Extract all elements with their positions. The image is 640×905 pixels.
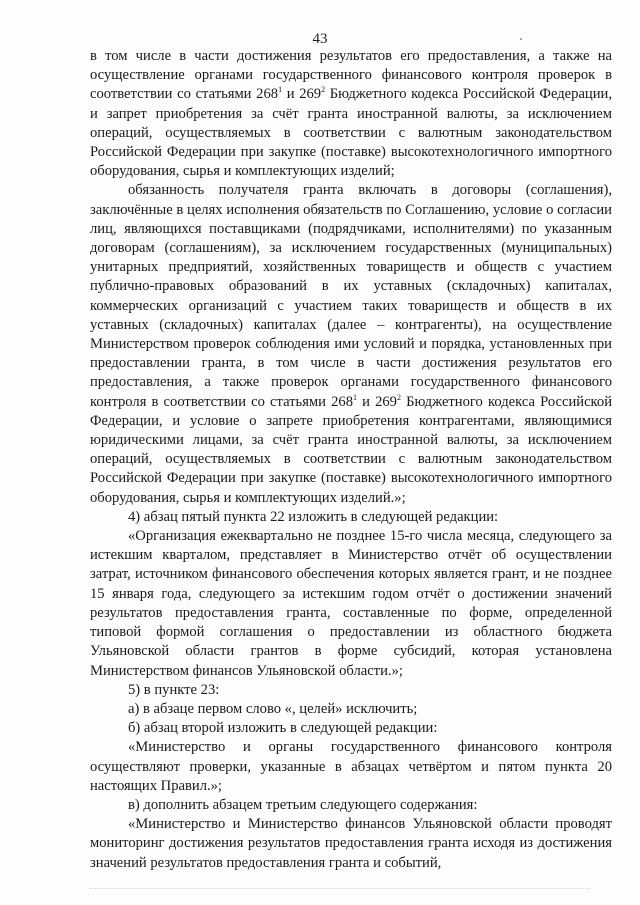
article-superscript: 1 (278, 85, 283, 95)
paragraph (90, 796, 612, 815)
paragraph-text: 5) в пункте 23: (128, 681, 220, 698)
paragraph (90, 738, 612, 796)
paragraph (90, 719, 612, 738)
page-number: 43 (312, 31, 328, 47)
paragraph (90, 815, 612, 873)
paragraph-text: Бюджетного кодекса Российской Федерации, и запрет приобретения за счёт гранта иностранной валюты, за исключением операций, осуществляемых в соответствии с валютным законодательством Российской Федерации при закупке (поставке) высокотехнологичного импортного оборудования, сырья и комплектующих изделий; (90, 86, 613, 180)
paragraph-text: и 269 (282, 86, 322, 103)
paragraph (90, 700, 612, 719)
paragraph-text: «Министерство и Министерство финансов Ульяновской области проводят мониторинг достижения результатов предоставления гранта исходя из достижения значений результатов предоставления гранта и событий, (90, 816, 612, 871)
paragraph-text: и 269 (357, 393, 397, 410)
paragraph (90, 527, 612, 681)
scan-edge (90, 888, 590, 891)
paragraph (90, 508, 612, 527)
paragraph-text: в том числе в части достижения результатов его предоставления, а также на осуществление органами государственного финансового контроля проверок в соответствии со статьями 268 (90, 48, 612, 103)
paragraph (90, 181, 612, 507)
document-body (90, 47, 612, 873)
paragraph-text: обязанность получателя гранта включать в договоры (соглашения), заключённые в целях исполнения обязательств по Соглашению, условие о согласии лиц, являющихся поставщиками (подрядчиками, исполнителями) по указанным договорам (соглашениям), за исключением государственных (муниципальных) унитарных предприятий, хозяйственных товариществ и обществ с участием публично-правовых образований в их уставных (складочных) капиталах, коммерческих организаций с участием таких товариществ и обществ в их уставных (складочных) капиталах (далее – контрагенты), на осуществление Министерством проверок соблюдения ими условий и порядка, установленных при предоставлении гранта, в том числе в части достижения результатов его предоставления, а также проверок органами государственного финансового контроля в соответствии со статьями 268 (90, 182, 612, 410)
paragraph-text: Бюджетного кодекса Российской Федерации, и условие о запрете приобретения контрагентами, являющимися юридическими лицами, за счёт гранта иностранной валюты, за исключением операций, осуществляемых в соответствии с валютным законодательством Российской Федерации при закупке (поставке) высокотехнологичного импортного оборудования, сырья и комплектующих изделий.»; (90, 393, 613, 506)
article-superscript: 1 (353, 392, 357, 402)
paragraph-text: «Организация ежеквартально не позднее 15-го числа месяца, следующего за истекшим кварталом, представляет в Министерство отчёт об осуществлении затрат, источником финансового обеспечения которых является грант, и не позднее 15 января года, следующего за истекшим годом отчёт о достижении значений результатов предоставления гранта, составленные по форме, определенной типовой формой соглашения о предоставлении из областного бюджета Ульяновской области грантов в форме субсидий, которая установлена Министерством финансов Ульяновской области.»; (90, 528, 612, 679)
paragraph-text: 4) абзац пятый пункта 22 изложить в следующей редакции: (128, 508, 499, 525)
paragraph (90, 47, 612, 181)
paragraph (90, 681, 612, 700)
scan-artifact (520, 38, 522, 40)
paragraph-text: «Министерство и органы государственного финансового контроля осуществляют проверки, указанные в абзацах четвёртом и пятом пункта 20 настоящих Правил.»; (90, 739, 612, 794)
paragraph-text: в) дополнить абзацем третьим следующего содержания: (128, 796, 478, 813)
paragraph-text: б) абзац второй изложить в следующей редакции: (128, 720, 438, 737)
paragraph-text: а) в абзаце первом слово «, целей» исключить; (128, 700, 418, 717)
article-superscript: 2 (321, 85, 326, 95)
article-superscript: 2 (396, 392, 401, 402)
